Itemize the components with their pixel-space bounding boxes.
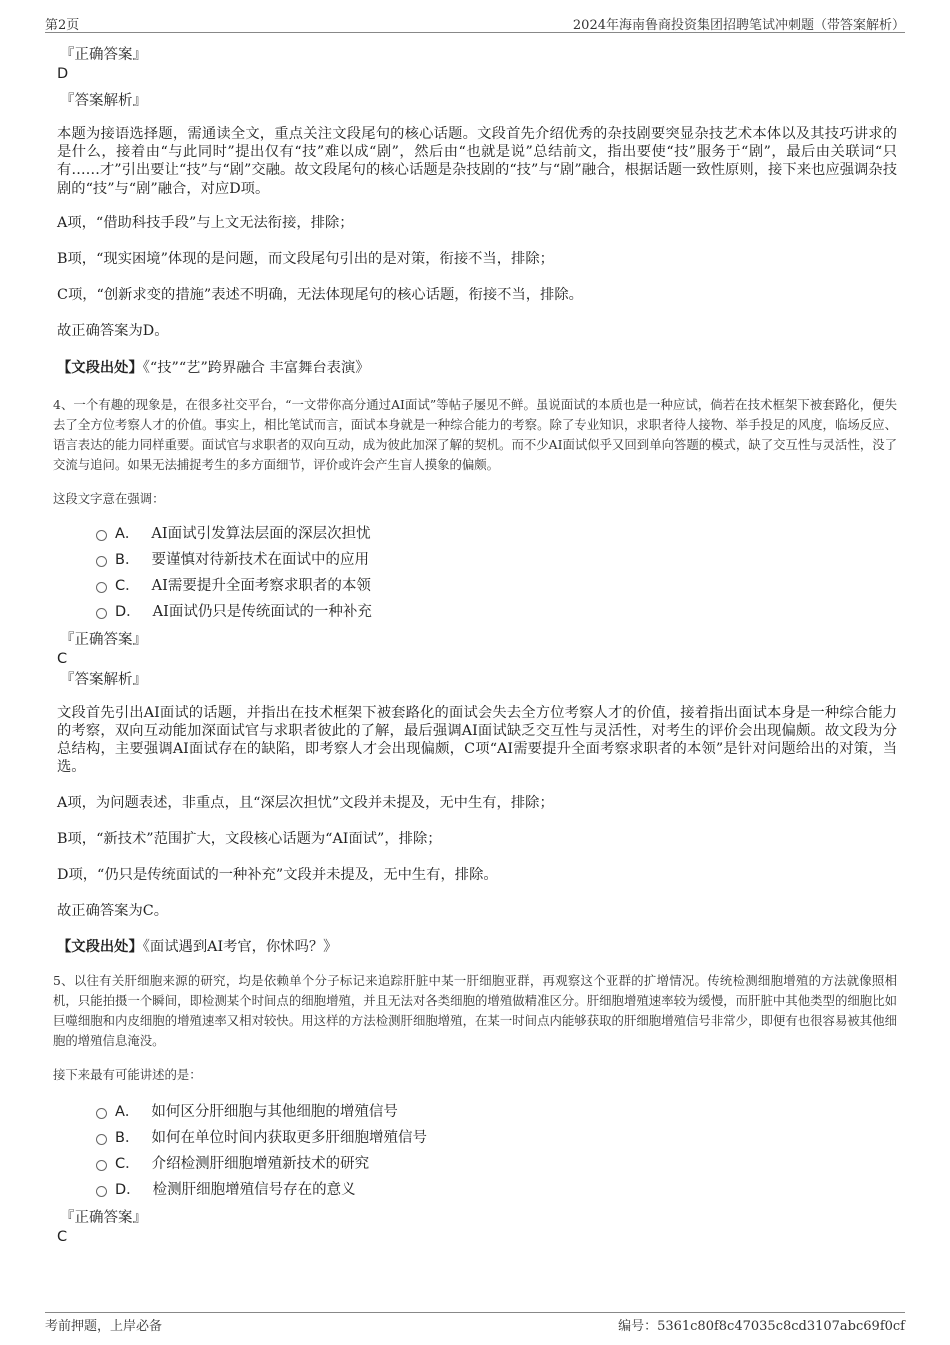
radio-button-icon[interactable] [96,1134,107,1145]
page-content [53,46,898,1247]
option-b[interactable]: B． 如何在单位时间内获取更多肝细胞增殖信号 [96,1125,897,1151]
analysis-item: A项，为问题表述，非重点，且“深层次担忧”文段并未提及，无中生有，排除； [57,794,554,811]
option-d[interactable]: D． AI面试仍只是传统面试的一种补充 [96,599,897,625]
correct-answer: C [57,1228,68,1245]
analysis-item: C项，“创新求变的措施”表述不明确，无法体现尾句的核心话题，衔接不当，排除。 [57,287,583,304]
radio-button-icon[interactable] [96,556,107,567]
document-title: 2024年海南鲁商投资集团招聘笔试冲刺题（带答案解析） [572,18,905,33]
source-line [57,938,897,956]
question-prompt: 这段文字意在强调： [53,490,165,506]
analysis-item: D项，“仍只是传统面试的一种补充”文段并未提及，无中生有，排除。 [57,867,498,884]
radio-button-icon[interactable] [96,582,107,593]
radio-button-icon[interactable] [96,1108,107,1119]
analysis-conclusion: 故正确答案为C。 [57,903,169,920]
footer-slogan: 考前押题，上岸必备 [45,1319,163,1334]
correct-answer: D [57,66,69,82]
correct-answer-label: 『正确答案』 [60,47,147,63]
option-c[interactable]: C． AI需要提升全面考察求职者的本领 [96,573,897,599]
radio-button-icon[interactable] [96,1186,107,1197]
option-a[interactable]: A． AI面试引发算法层面的深层次担忧 [96,521,897,547]
option-list [96,521,897,625]
source-label: 【文段出处】 [57,939,143,956]
analysis-conclusion: 故正确答案为D。 [57,323,169,340]
analysis-text: 文段首先引出AI面试的话题，并指出在技术框架下被套路化的面试会失去全方位考察人才的价值，接着指出面试本身是一种综合能力的考察，双向互动能加深面试官与求职者彼此的了解，最后强调AI面试缺乏交互性与灵活性，对考生的评价会出现偏颇。故文段为分总结构，主要强调AI面试存在的缺陷，即考察人才会出现偏颇，C项“AI需要提升全面考察求职者的本领”是针对问题给出的对策，当选。 [57,704,897,776]
analysis-text: 本题为接语选择题，需通读全文，重点关注文段尾句的核心话题。文段首先介绍优秀的杂技剧要突显杂技艺术本体以及其技巧讲求的是什么，接着由“与此同时”提出仅有“技”难以成“剧”，然后由“也就是说”总结前文，指出要使“技”服务于“剧”，最后由关联词“只有……才”引出要让“技”与“剧”交融。故文段尾句的核心话题是杂技剧的“技”与“剧”融合，根据话题一致性原则，接下来也应强调杂技剧的“技”与“剧”融合，对应D项。 [57,126,897,197]
page-footer [45,1312,905,1334]
analysis-label: 『答案解析』 [60,671,147,688]
page-number: 第2页 [45,18,80,33]
question-5 [53,971,897,1247]
option-d[interactable]: D． 检测肝细胞增殖信号存在的意义 [96,1177,897,1203]
radio-button-icon[interactable] [96,530,107,541]
document-id: 编号：5361c80f8c47035c8cd3107abc69f0cf [618,1319,905,1334]
correct-answer: C [57,650,68,667]
question-stem: 4、一个有趣的现象是，在很多社交平台，“一文带你高分通过AI面试”等帖子屡见不鲜。虽说面试的本质也是一种应试，倘若在技术框架下被套路化，便失去了全方位考察人才的价值。事实上，相比笔试而言，面试本身就是一种综合能力的考察。除了专业知识，求职者待人接物、举手投足的风度，临场反应、语言表达的能力同样重要。面试官与求职者的双向互动，成为彼此加深了解的契机。而不少AI面试似乎又回到单向答题的模式，缺了交互性与灵活性，没了交流与追问。如果无法捕捉考生的多方面细节，评价或许会产生盲人摸象的偏颇。 [53,396,898,472]
analysis-item: B项，“新技术”范围扩大，文段核心话题为“AI面试”，排除； [57,830,442,847]
source-label: 【文段出处】 [57,359,143,376]
option-list [96,1099,897,1203]
source-title: 《“技”“艺”跨界融合 丰富舞台表演》 [142,359,370,376]
page-header [45,12,905,33]
source-line [57,359,897,377]
question-4 [53,395,898,957]
q3-answer-block [57,46,897,377]
option-a[interactable]: A． 如何区分肝细胞与其他细胞的增殖信号 [96,1099,897,1125]
correct-answer-label: 『正确答案』 [60,631,147,648]
radio-button-icon[interactable] [96,608,107,619]
analysis-item: B项，“现实困境”体现的是问题，而文段尾句引出的是对策，衔接不当，排除； [57,251,554,268]
analysis-item: A项，“借助科技手段”与上文无法衔接，排除； [57,214,354,231]
radio-button-icon[interactable] [96,1160,107,1171]
analysis-label: 『答案解析』 [60,93,147,109]
option-b[interactable]: B． 要谨慎对待新技术在面试中的应用 [96,547,897,573]
question-prompt: 接下来最有可能讲述的是： [53,1066,202,1082]
source-title: 《面试遇到AI考官，你怵吗？》 [142,939,338,956]
question-stem: 5、以往有关肝细胞来源的研究，均是依赖单个分子标记来追踪肝脏中某一肝细胞亚群，再观察这个亚群的扩增情况。传统检测细胞增殖的方法就像照相机，只能拍摄一个瞬间，即检测某个时间点的细胞增殖，并且无法对各类细胞的增殖做精准区分。肝细胞增殖速率较为缓慢，而肝脏中其他类型的细胞比如巨噬细胞和内皮细胞的增殖速率又相对较快。用这样的方法检测肝细胞增殖，在某一时间点内能够获取的肝细胞增殖信号非常少，即便有也很容易被其他细胞的增殖信息淹没。 [53,972,897,1048]
option-c[interactable]: C． 介绍检测肝细胞增殖新技术的研究 [96,1151,897,1177]
correct-answer-label: 『正确答案』 [60,1209,147,1226]
